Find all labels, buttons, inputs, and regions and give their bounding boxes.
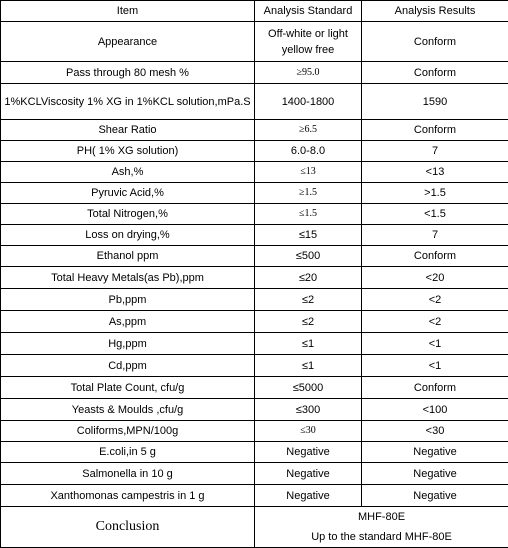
table-row [1, 204, 508, 225]
standard-cell: 1400-1800 [255, 84, 362, 120]
result-cell: Conform [362, 377, 508, 399]
standard-cell: ≤20 [255, 267, 362, 289]
table-row [1, 141, 508, 162]
standard-cell: ≥6.5 [255, 120, 362, 141]
header-result: Analysis Results [362, 1, 508, 22]
item-cell: Yeasts & Moulds ,cfu/g [1, 399, 255, 421]
item-cell: Cd,ppm [1, 355, 255, 377]
standard-cell: ≤13 [255, 162, 362, 183]
item-cell: PH( 1% XG solution) [1, 141, 255, 162]
result-cell: Conform [362, 246, 508, 267]
standard-cell: ≤1.5 [255, 204, 362, 225]
result-cell: 7 [362, 225, 508, 246]
item-cell: Total Plate Count, cfu/g [1, 377, 255, 399]
table-row [1, 355, 508, 377]
table-row [1, 377, 508, 399]
table-row [1, 62, 508, 84]
table-row [1, 267, 508, 289]
standard-cell: ≤300 [255, 399, 362, 421]
conclusion-product: MHF-80E [257, 507, 506, 527]
standard-cell: ≤5000 [255, 377, 362, 399]
table-row [1, 183, 508, 204]
table-row [1, 421, 508, 442]
result-cell: <1 [362, 355, 508, 377]
conclusion-statement: Up to the standard MHF-80E [257, 527, 506, 547]
item-cell: 1%KCLViscosity 1% XG in 1%KCL solution,mPa.S [1, 84, 255, 120]
result-cell: Conform [362, 120, 508, 141]
result-cell: <100 [362, 399, 508, 421]
standard-cell: ≤1 [255, 333, 362, 355]
standard-cell: ≤500 [255, 246, 362, 267]
result-cell: <13 [362, 162, 508, 183]
result-cell: Conform [362, 22, 508, 62]
item-cell: Pyruvic Acid,% [1, 183, 255, 204]
standard-cell: Negative [255, 485, 362, 507]
conclusion-result [255, 507, 508, 548]
table-row [1, 246, 508, 267]
item-cell: As,ppm [1, 311, 255, 333]
result-cell: <30 [362, 421, 508, 442]
table-row [1, 442, 508, 463]
result-cell: <1.5 [362, 204, 508, 225]
table-row [1, 485, 508, 507]
item-cell: Hg,ppm [1, 333, 255, 355]
result-cell: Conform [362, 62, 508, 84]
standard-cell: ≤2 [255, 311, 362, 333]
standard-cell: ≤30 [255, 421, 362, 442]
standard-cell: 6.0-8.0 [255, 141, 362, 162]
table-row [1, 84, 508, 120]
standard-cell: ≤2 [255, 289, 362, 311]
standard-cell: ≤1 [255, 355, 362, 377]
item-cell: E.coli,in 5 g [1, 442, 255, 463]
result-cell: 1590 [362, 84, 508, 120]
standard-cell: Negative [255, 442, 362, 463]
item-cell: Ethanol ppm [1, 246, 255, 267]
table-row [1, 399, 508, 421]
table-row [1, 22, 508, 62]
table-row [1, 120, 508, 141]
header-item: Item [1, 1, 255, 22]
result-cell: Negative [362, 485, 508, 507]
item-cell: Shear Ratio [1, 120, 255, 141]
result-cell: <2 [362, 311, 508, 333]
table-row [1, 333, 508, 355]
header-standard: Analysis Standard [255, 1, 362, 22]
result-cell: Negative [362, 442, 508, 463]
item-cell: Total Heavy Metals(as Pb),ppm [1, 267, 255, 289]
item-cell: Salmonella in 10 g [1, 463, 255, 485]
result-cell: <2 [362, 289, 508, 311]
table-row [1, 463, 508, 485]
table-row [1, 289, 508, 311]
item-cell: Pb,ppm [1, 289, 255, 311]
item-cell: Loss on drying,% [1, 225, 255, 246]
item-cell: Xanthomonas campestris in 1 g [1, 485, 255, 507]
standard-cell: ≥1.5 [255, 183, 362, 204]
standard-cell: ≤15 [255, 225, 362, 246]
item-cell: Ash,% [1, 162, 255, 183]
item-cell: Appearance [1, 22, 255, 62]
standard-cell: Off-white or light yellow free [255, 22, 362, 62]
header-row [1, 1, 508, 22]
result-cell: Negative [362, 463, 508, 485]
result-cell: <20 [362, 267, 508, 289]
item-cell: Pass through 80 mesh % [1, 62, 255, 84]
standard-cell: Negative [255, 463, 362, 485]
result-cell: >1.5 [362, 183, 508, 204]
table-row [1, 162, 508, 183]
result-cell: 7 [362, 141, 508, 162]
conclusion-row [1, 507, 508, 548]
item-cell: Total Nitrogen,% [1, 204, 255, 225]
standard-cell: ≥95.0 [255, 62, 362, 84]
item-cell: Coliforms,MPN/100g [1, 421, 255, 442]
result-cell: <1 [362, 333, 508, 355]
table-row [1, 225, 508, 246]
table-row [1, 311, 508, 333]
conclusion-label: Conclusion [1, 507, 255, 548]
